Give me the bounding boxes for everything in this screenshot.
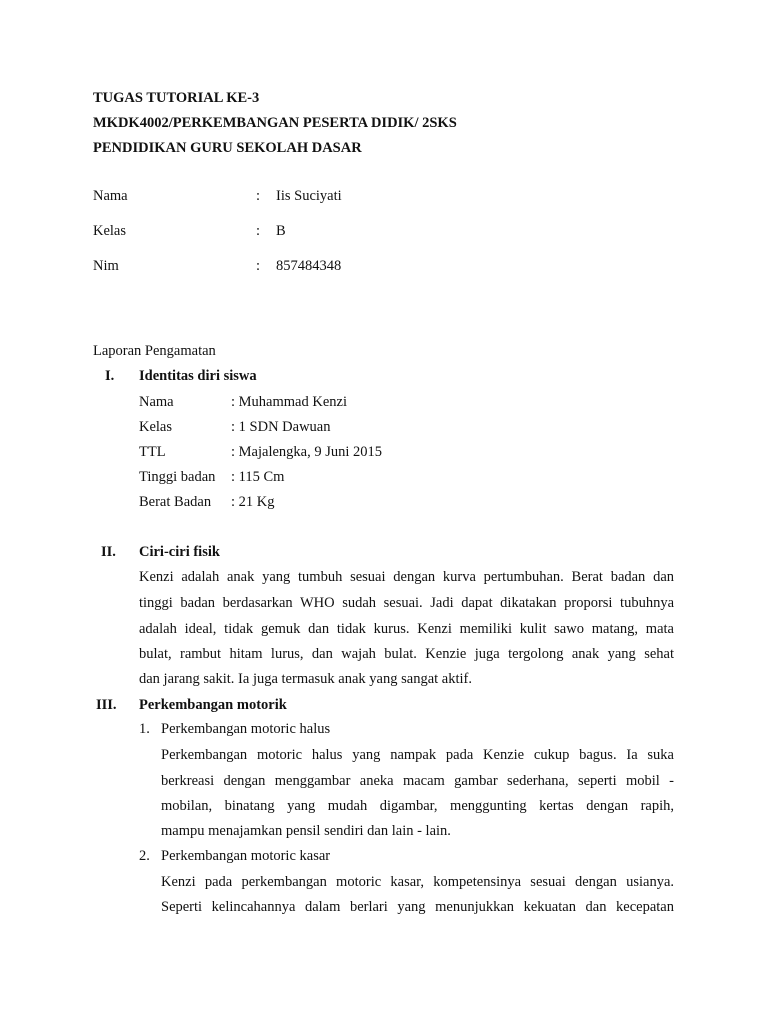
- student-class-value: B: [276, 223, 286, 239]
- identity-row-label: TTL: [139, 444, 166, 460]
- list-item-title: Perkembangan motoric kasar: [161, 848, 331, 864]
- student-class-label: Kelas: [93, 223, 127, 239]
- paragraph-line: berkreasi dengan menggambar aneka macam gambar sederhana, seperti mobil -: [161, 773, 674, 789]
- paragraph-line: tinggi badan berdasarkan WHO sudah sesuai. Jadi dapat dikatakan proporsi tubuhnya: [139, 595, 674, 611]
- paragraph-line: mobilan, binatang yang mudah digambar, menggunting kertas dengan rapih,: [161, 798, 674, 814]
- header-line-2: MKDK4002/PERKEMBANGAN PESERTA DIDIK/ 2SKS: [93, 115, 457, 131]
- paragraph-line: dan jarang sakit. Ia juga termasuk anak yang sangat aktif.: [139, 671, 472, 687]
- section-2-heading: Ciri-ciri fisik: [139, 544, 220, 560]
- student-name-sep: :: [256, 188, 261, 204]
- paragraph-line: Kenzi pada perkembangan motoric kasar, kompetensinya sesuai dengan usianya.: [161, 874, 674, 890]
- identity-row-label: Tinggi badan: [139, 469, 216, 485]
- paragraph-line: adalah ideal, tidak gemuk dan tidak kurus. Kenzi memiliki kulit sawo matang, mata: [139, 621, 674, 637]
- student-nim-sep: :: [256, 258, 261, 274]
- header-line-3: PENDIDIKAN GURU SEKOLAH DASAR: [93, 140, 362, 156]
- paragraph-line: bulat, rambut hitam lurus, dan wajah bulat. Kenzie juga tergolong anak yang sehat: [139, 646, 674, 662]
- identity-row-value: : Muhammad Kenzi: [231, 394, 347, 410]
- section-3-numeral: III.: [96, 697, 117, 713]
- paragraph-line: Seperti kelincahannya dalam berlari yang menunjukkan kekuatan dan kecepatan: [161, 899, 674, 915]
- list-item-title: Perkembangan motoric halus: [161, 721, 331, 737]
- section-1-numeral: I.: [105, 368, 115, 384]
- report-title: Laporan Pengamatan: [93, 343, 216, 359]
- identity-row-value: : 21 Kg: [231, 494, 275, 510]
- identity-row-value: : Majalengka, 9 Juni 2015: [231, 444, 383, 460]
- identity-row-value: : 115 Cm: [231, 469, 285, 485]
- student-name-value: Iis Suciyati: [276, 188, 342, 204]
- student-name-label: Nama: [93, 188, 128, 204]
- student-class-sep: :: [256, 223, 261, 239]
- identity-row-label: Kelas: [139, 419, 173, 435]
- identity-row-value: : 1 SDN Dawuan: [231, 419, 331, 435]
- section-1-heading: Identitas diri siswa: [139, 368, 257, 384]
- paragraph-line: Kenzi adalah anak yang tumbuh sesuai dengan kurva pertumbuhan. Berat badan dan: [139, 569, 674, 585]
- student-nim-value: 857484348: [276, 258, 342, 274]
- list-item-number: 2.: [139, 848, 150, 864]
- section-3-heading: Perkembangan motorik: [139, 697, 287, 713]
- paragraph-line: Perkembangan motoric halus yang nampak pada Kenzie cukup bagus. Ia suka: [161, 747, 674, 763]
- identity-row-label: Nama: [139, 394, 174, 410]
- list-item-number: 1.: [139, 721, 150, 737]
- student-nim-label: Nim: [93, 258, 119, 274]
- identity-row-label: Berat Badan: [139, 494, 212, 510]
- paragraph-line: mampu menajamkan pensil sendiri dan lain - lain.: [161, 823, 451, 839]
- section-2-numeral: II.: [101, 544, 116, 560]
- header-line-1: TUGAS TUTORIAL KE-3: [93, 90, 260, 106]
